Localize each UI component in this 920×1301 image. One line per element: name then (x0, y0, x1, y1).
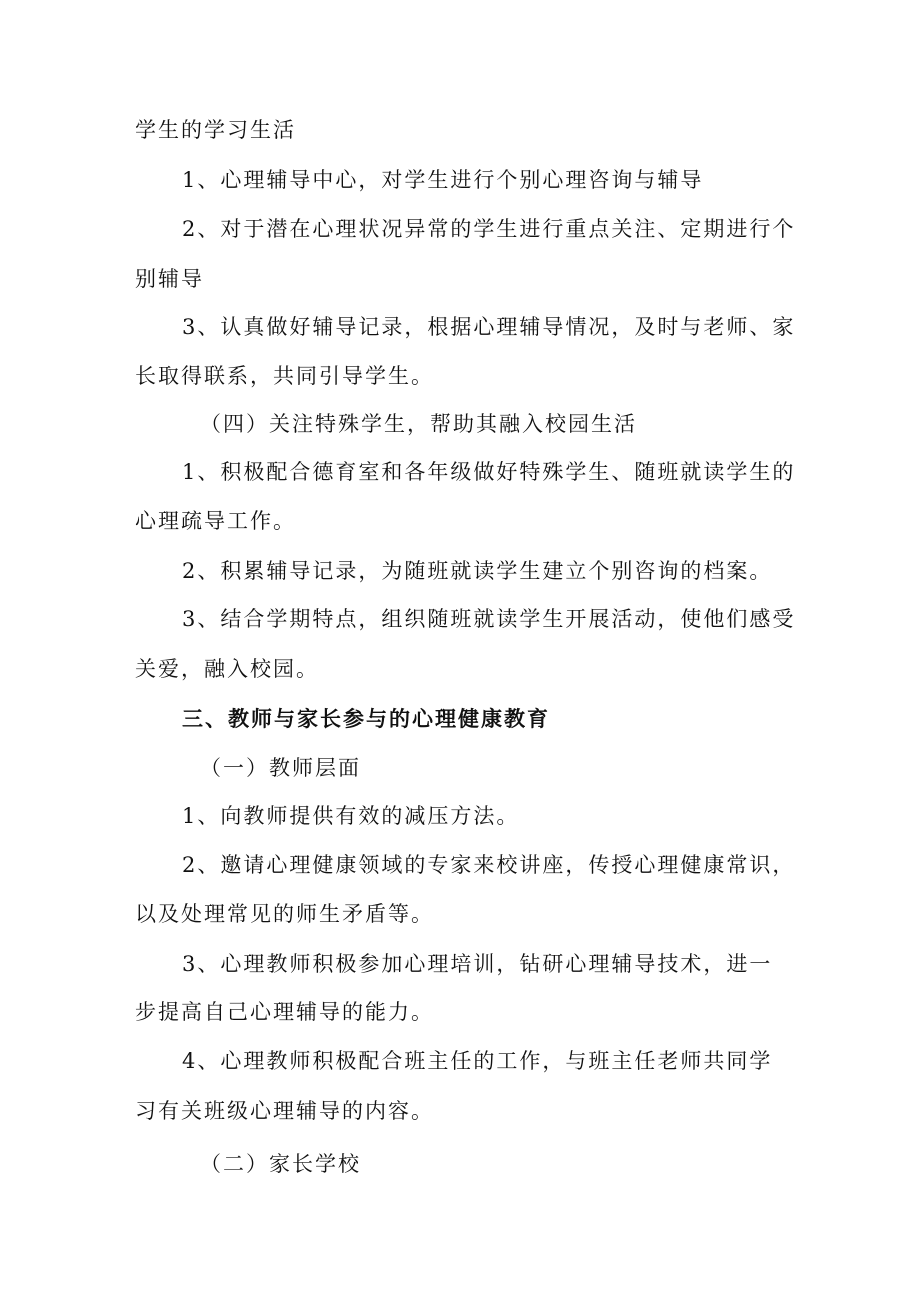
chapter-heading: 三、教师与家长参与的心理健康教育 (182, 706, 550, 731)
section-heading: （二）家长学校 (200, 1152, 361, 1176)
text-line: 习有关班级心理辅导的内容。 (135, 1099, 434, 1123)
text-line: 2、邀请心理健康领域的专家来校讲座，传授心理健康常识， (182, 853, 796, 877)
text-line: 别辅导 (135, 267, 204, 291)
text-line: 学生的学习生活 (135, 118, 296, 142)
text-line: 3、结合学期特点，组织随班就读学生开展活动，使他们感受 (182, 607, 796, 631)
text-line: 关爱，融入校园。 (135, 657, 319, 681)
text-line: 2、积累辅导记录，为随班就读学生建立个别咨询的档案。 (182, 559, 773, 583)
text-line: 1、心理辅导中心，对学生进行个别心理咨询与辅导 (182, 168, 704, 192)
text-line: 4、心理教师积极配合班主任的工作，与班主任老师共同学 (182, 1049, 773, 1073)
text-line: 以及处理常见的师生矛盾等。 (135, 902, 434, 926)
text-line: 心理疏导工作。 (135, 509, 296, 533)
section-heading: （四）关注特殊学生，帮助其融入校园生活 (200, 412, 637, 436)
text-line: 3、心理教师积极参加心理培训，钻研心理辅导技术，进一 (182, 952, 773, 976)
text-line: 3、认真做好辅导记录，根据心理辅导情况，及时与老师、家 (182, 315, 796, 339)
section-heading: （一）教师层面 (200, 756, 361, 780)
text-line: 长取得联系，共同引导学生。 (135, 364, 434, 388)
text-line: 1、积极配合德育室和各年级做好特殊学生、随班就读学生的 (182, 460, 796, 484)
text-line: 2、对于潜在心理状况异常的学生进行重点关注、定期进行个 (182, 217, 796, 241)
text-line: 步提高自己心理辅导的能力。 (135, 1000, 434, 1024)
text-line: 1、向教师提供有效的减压方法。 (182, 804, 520, 828)
